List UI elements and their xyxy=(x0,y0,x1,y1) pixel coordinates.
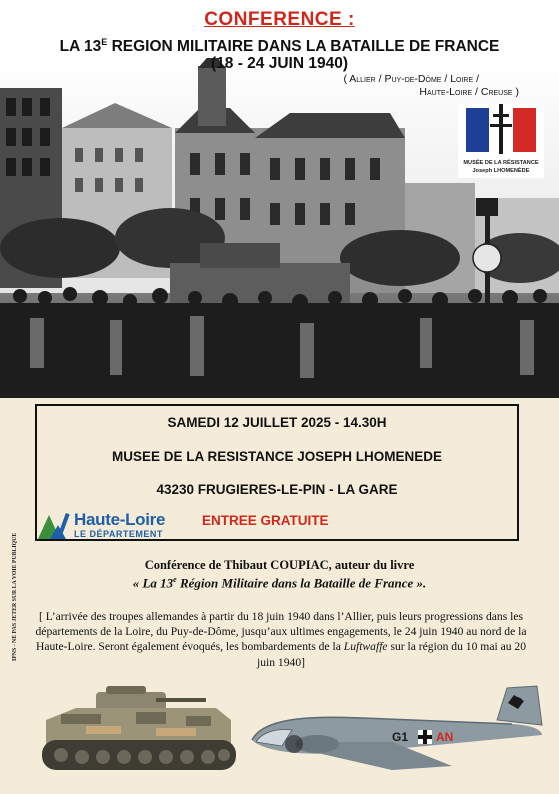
plane-code-left: G1 xyxy=(392,730,409,744)
museum-logo-line-1: MUSÉE DE LA RÉSISTANCE xyxy=(463,160,539,166)
book-title xyxy=(0,575,559,591)
event-address: 43230 FRUGIERES-LE-PIN - LA GARE xyxy=(156,482,398,497)
event-date-time: SAMEDI 12 JUILLET 2025 - 14.30H xyxy=(167,415,387,430)
event-title xyxy=(0,37,559,56)
ipns-notice: IPNS - NE PAS JETER SUR LA VOIE PUBLIQUE xyxy=(12,532,18,661)
cross-of-lorraine-flag-icon xyxy=(458,104,544,160)
haute-loire-emblem-icon xyxy=(36,511,72,541)
event-dates: (18 - 24 JUIN 1940) xyxy=(211,55,348,72)
haute-loire-subtitle: LE DÉPARTEMENT xyxy=(74,529,163,539)
museum-logo xyxy=(458,104,544,178)
title-rest: REGION MILITAIRE DANS LA BATAILLE DE FRANCE xyxy=(107,38,500,56)
book-title-prefix: « La 13 xyxy=(132,575,174,591)
description-italic: Luftwaffe xyxy=(343,640,388,654)
plane-code-right: AN xyxy=(436,730,454,744)
conference-heading: CONFERENCE : xyxy=(204,9,355,30)
haute-loire-name: Haute-Loire xyxy=(74,510,166,529)
event-venue: MUSEE DE LA RESISTANCE JOSEPH LHOMENEDE xyxy=(111,449,443,464)
speaker-line: Conférence de Thibaut COUPIAC, auteur du livre xyxy=(144,558,415,572)
book-title-rest: Région Militaire dans la Bataille de France ». xyxy=(176,575,427,591)
book-title-superscript: e xyxy=(173,575,177,584)
title-prefix: LA 13 xyxy=(59,38,102,56)
departments-line-1: ( Allier / Puy-de-Dôme / Loire / xyxy=(343,73,479,85)
museum-logo-line-2: Joseph LHOMENÈDE xyxy=(472,168,530,174)
departments-line-2: Haute-Loire / Creuse ) xyxy=(419,86,519,98)
description-part-2: sur la région du 10 mai au 20 juin 1940] xyxy=(257,640,527,669)
description-part-1: [ L’arrivée des troupes allemandes à partir du 18 juin 1940 dans l’Allier, puis leurs progressions dans les départements de la Loire, du Puy-de-Dôme, jusqu’aux ultimes engagements, le 24 juin 1940 au nord de la Haute-Loire. Seront également évoqués, les bombardements de la xyxy=(35,610,527,654)
tank-illustration xyxy=(16,680,242,780)
title-superscript: E xyxy=(101,37,108,47)
conference-description xyxy=(34,609,528,670)
haute-loire-logo xyxy=(36,509,196,543)
free-entry-label: ENTREE GRATUITE xyxy=(202,513,329,528)
plane-illustration xyxy=(242,680,552,780)
